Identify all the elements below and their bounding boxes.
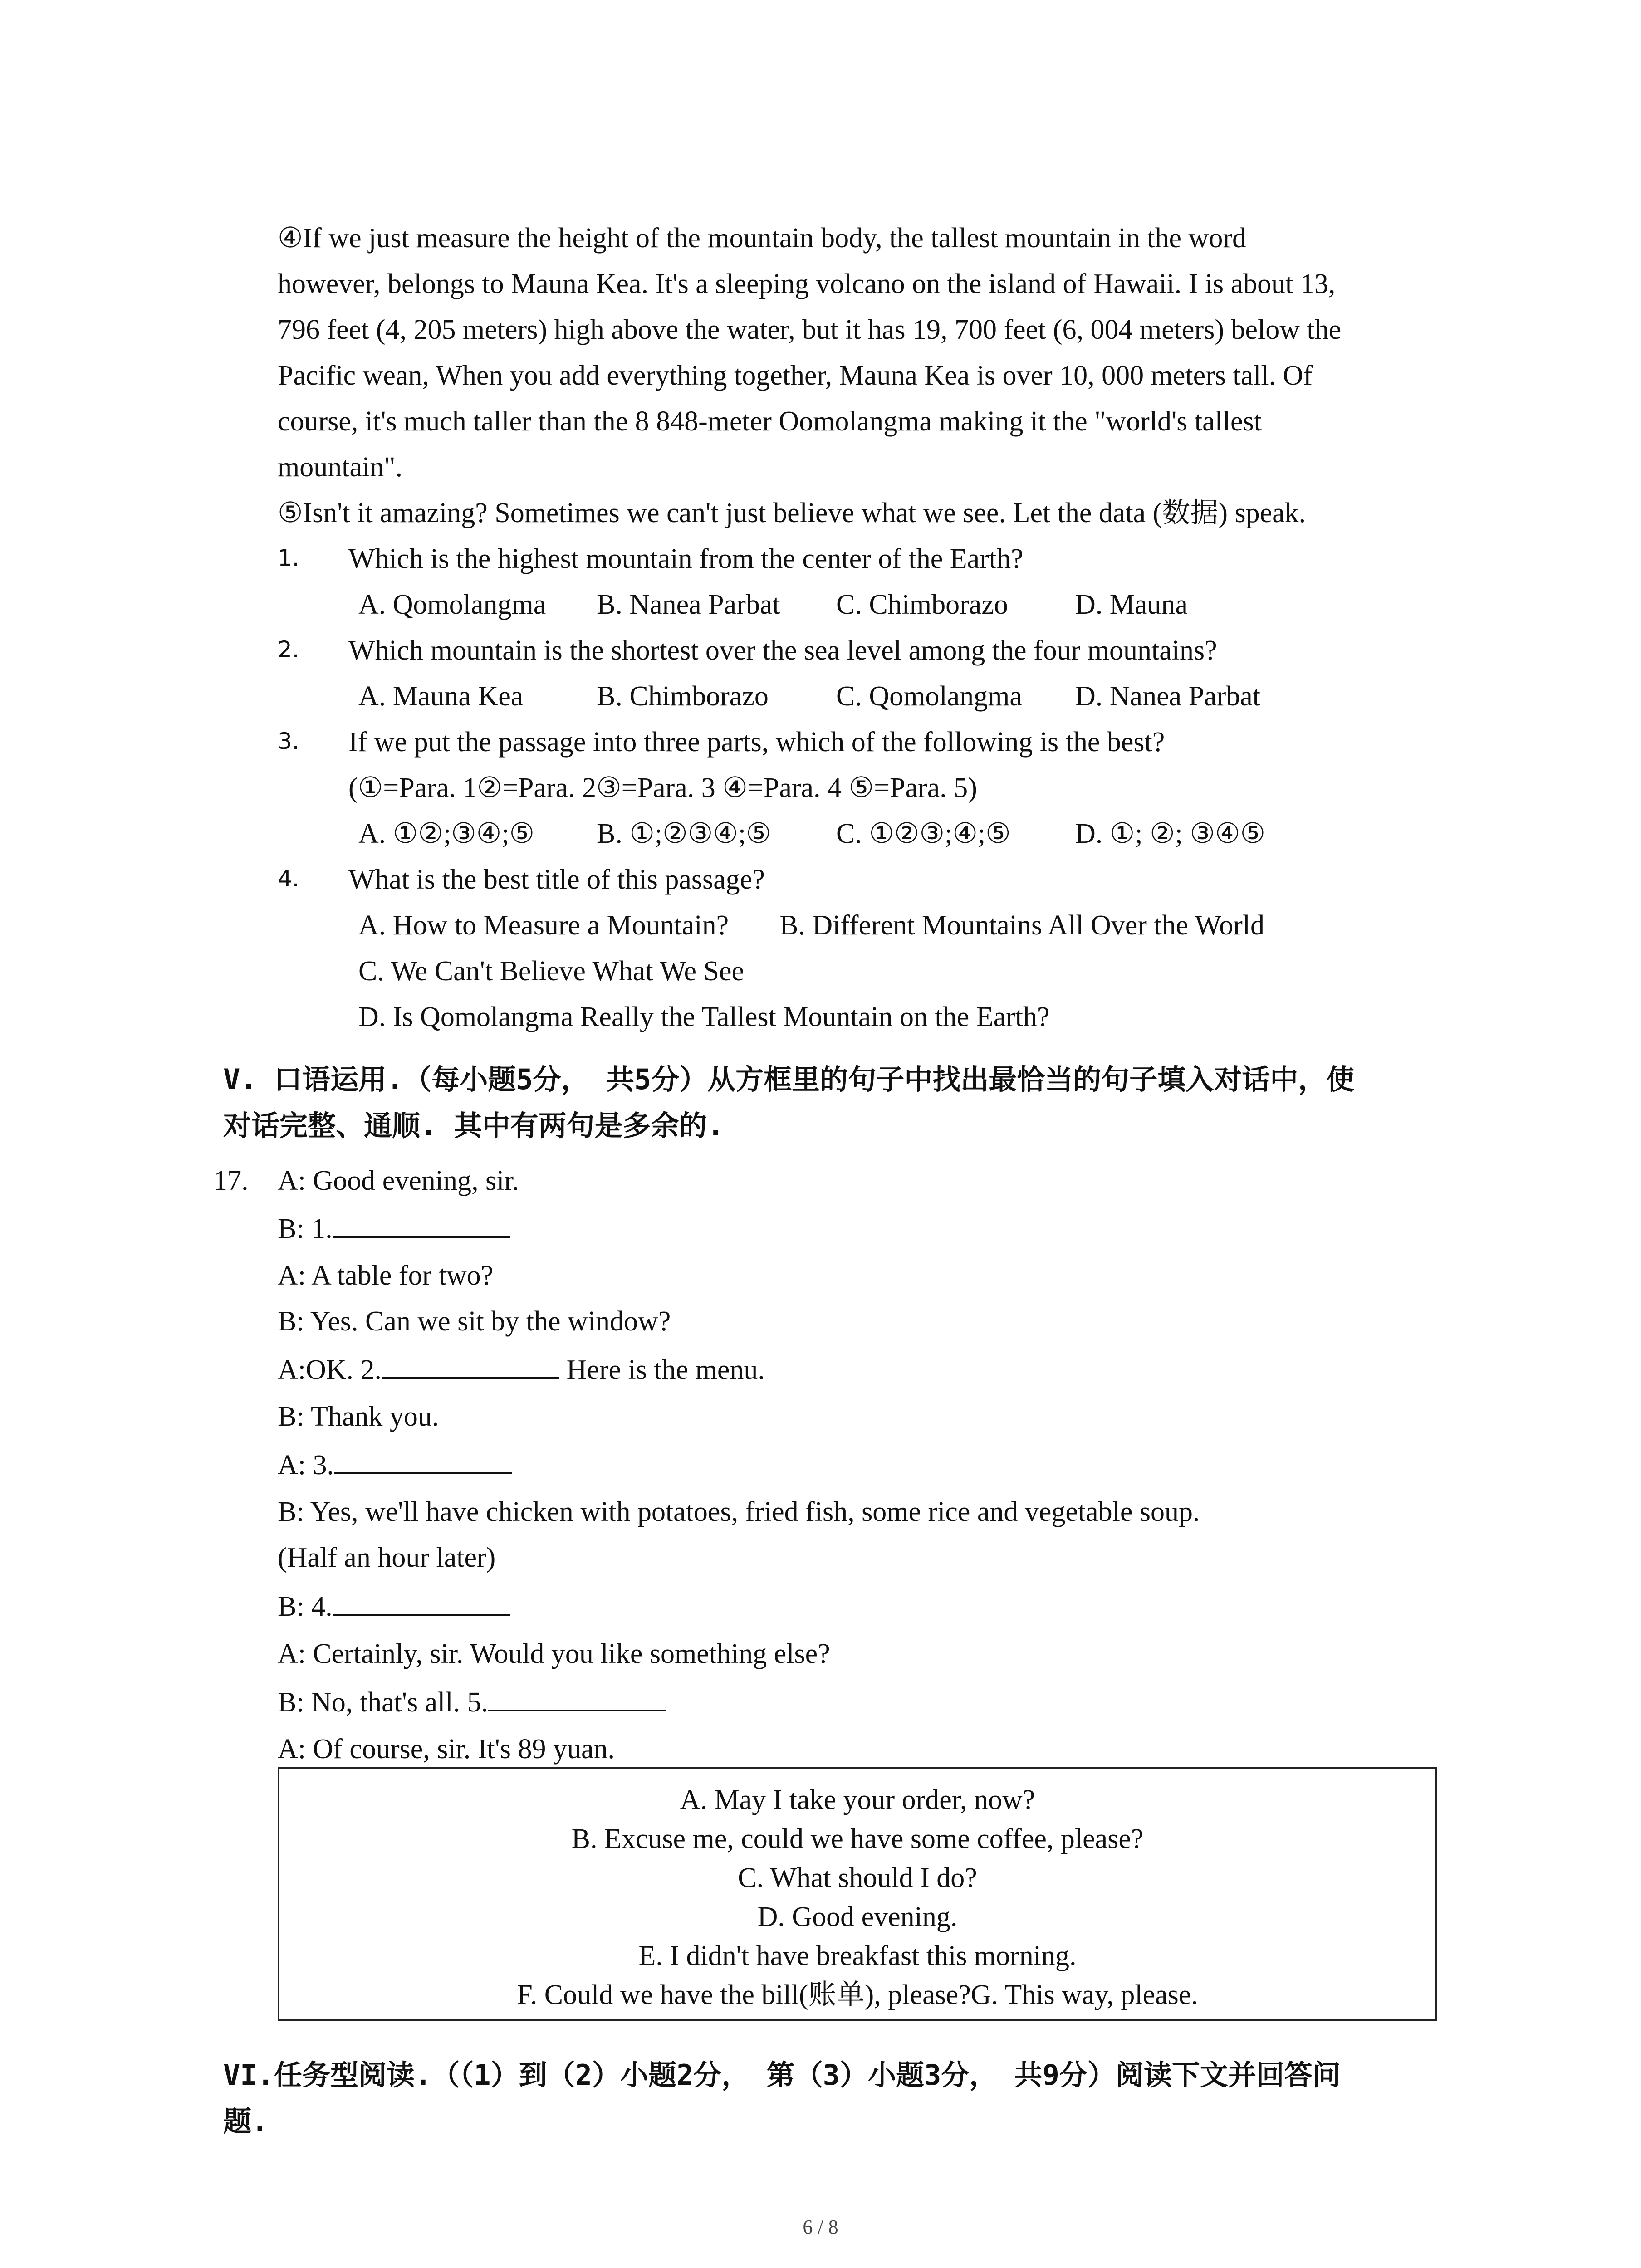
question-3-number: 3. [278, 728, 299, 754]
box-option-d: D. Good evening. [757, 1901, 958, 1932]
dialogue-line-2-text: B: 1. [278, 1213, 333, 1244]
dialogue-line-9: (Half an hour later) [278, 1542, 496, 1573]
q1-option-d: D. Mauna [1075, 589, 1188, 620]
question-17-number: 17. [213, 1165, 249, 1196]
q2-option-c: C. Qomolangma [836, 681, 1022, 712]
question-1-number: 1. [278, 545, 299, 571]
dialogue-line-10 [278, 1584, 510, 1629]
dialogue-line-6: B: Thank you. [278, 1401, 439, 1432]
dialogue-line-10-text: B: 4. [278, 1591, 333, 1622]
para4-line-5: course, it's much taller than the 8 848-meter Oomolangma making it the "world's tallest [278, 406, 1262, 437]
q3-option-a: A. ①②;③④;⑤ [358, 818, 535, 849]
para4-line-6: mountain". [278, 452, 403, 483]
q1-option-b: B. Nanea Parbat [597, 589, 780, 620]
q4-option-c: C. We Can't Believe What We See [358, 956, 745, 987]
dialogue-line-5 [278, 1347, 765, 1393]
dialogue-line-5-after: Here is the menu. [559, 1354, 765, 1385]
section-5-heading-line-2: 对话完整、通顺. 其中有两句是多余的. [223, 1109, 724, 1142]
dialogue-line-1: A: Good evening, sir. [278, 1165, 519, 1196]
dialogue-line-12-text: B: No, that's all. 5. [278, 1687, 489, 1718]
para4-line-2: however, belongs to Mauna Kea. It's a sleeping volcano on the island of Hawaii. I is about 13, [278, 269, 1336, 299]
question-3-stem: If we put the passage into three parts, which of the following is the best? [348, 727, 1165, 758]
para4-line-1: ④If we just measure the height of the mountain body, the tallest mountain in the word [278, 223, 1246, 254]
section-6-heading-line-1: VI.任务型阅读.（（1）到（2）小题2分， 第（3）小题3分， 共9分）阅读下文并回答问 [223, 2058, 1341, 2092]
q2-option-d: D. Nanea Parbat [1075, 681, 1260, 712]
section-5-heading-line-1: V. 口语运用.（每小题5分， 共5分）从方框里的句子中找出最恰当的句子填入对话中，使 [223, 1063, 1355, 1096]
box-option-f-g: F. Could we have the bill(账单), please?G. This way, please. [517, 1980, 1198, 2010]
blank-1[interactable] [333, 1209, 510, 1238]
dialogue-line-7-text: A: 3. [278, 1450, 334, 1481]
box-option-b: B. Excuse me, could we have some coffee, please? [571, 1823, 1144, 1854]
section-6-heading-line-2: 题. [223, 2105, 269, 2138]
q2-option-a: A. Mauna Kea [358, 681, 524, 712]
page-number: 6 / 8 [803, 2216, 838, 2238]
dialogue-line-8: B: Yes, we'll have chicken with potatoes, fried fish, some rice and vegetable soup. [278, 1496, 1200, 1527]
q3-option-b: B. ①;②③④;⑤ [597, 818, 771, 849]
blank-5[interactable] [488, 1682, 666, 1711]
blank-3[interactable] [334, 1445, 512, 1474]
q4-option-b: B. Different Mountains All Over the World [779, 910, 1264, 941]
dialogue-line-7 [278, 1442, 512, 1488]
blank-2[interactable] [382, 1350, 559, 1379]
q2-option-b: B. Chimborazo [597, 681, 769, 712]
dialogue-line-11: A: Certainly, sir. Would you like something else? [278, 1638, 830, 1669]
question-1-stem: Which is the highest mountain from the center of the Earth? [348, 543, 1024, 574]
dialogue-line-2 [278, 1206, 510, 1251]
blank-4[interactable] [333, 1587, 510, 1616]
para5-text: ⑤Isn't it amazing? Sometimes we can't just believe what we see. Let the data (数据) speak. [278, 498, 1306, 528]
dialogue-line-3: A: A table for two? [278, 1260, 494, 1291]
q1-option-c: C. Chimborazo [836, 589, 1008, 620]
dialogue-line-13: A: Of course, sir. It's 89 yuan. [278, 1734, 615, 1765]
box-option-c: C. What should I do? [738, 1862, 977, 1893]
q3-option-c: C. ①②③;④;⑤ [836, 818, 1011, 849]
dialogue-line-5-text: A:OK. 2. [278, 1354, 382, 1385]
question-2-stem: Which mountain is the shortest over the sea level among the four mountains? [348, 635, 1217, 666]
para4-line-3: 796 feet (4, 205 meters) high above the water, but it has 19, 700 feet (6, 004 meters) below the [278, 314, 1342, 345]
question-4-stem: What is the best title of this passage? [348, 864, 765, 895]
para4-line-4: Pacific wean, When you add everything together, Mauna Kea is over 10, 000 meters tall. Of [278, 360, 1313, 391]
dialogue-line-12 [278, 1680, 666, 1725]
question-2-number: 2. [278, 636, 299, 663]
q4-option-d: D. Is Qomolangma Really the Tallest Mountain on the Earth? [358, 1002, 1050, 1032]
box-option-a: A. May I take your order, now? [680, 1784, 1035, 1815]
dialogue-line-4: B: Yes. Can we sit by the window? [278, 1306, 671, 1337]
q1-option-a: A. Qomolangma [358, 589, 546, 620]
question-3-note: (①=Para. 1②=Para. 2③=Para. 3 ④=Para. 4 ⑤=Para. 5) [348, 772, 977, 803]
q3-option-d: D. ①; ②; ③④⑤ [1075, 818, 1266, 849]
q4-option-a: A. How to Measure a Mountain? [358, 910, 729, 941]
question-4-number: 4. [278, 865, 299, 892]
options-box [278, 1767, 1437, 2021]
box-option-e: E. I didn't have breakfast this morning. [638, 1941, 1077, 1971]
